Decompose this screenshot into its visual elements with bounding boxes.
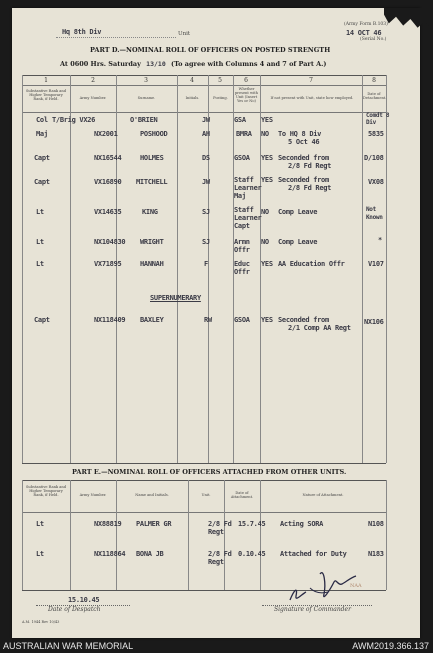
col-num-5: 5 bbox=[218, 77, 222, 84]
detachment-date: VX08 bbox=[368, 178, 384, 186]
surname: O'BRIEN bbox=[130, 116, 158, 124]
col-divider bbox=[70, 75, 71, 463]
attach-date: 15.7.45 bbox=[238, 520, 266, 528]
unit: 2/8 Fd bbox=[208, 520, 232, 528]
posting: Educ bbox=[234, 260, 250, 268]
table-bottom bbox=[22, 463, 386, 464]
army-number: NX104830 bbox=[94, 238, 126, 246]
caption-bar bbox=[0, 640, 433, 653]
col-num-7: 7 bbox=[309, 77, 313, 84]
caption-right: AWM2019.366.137 bbox=[352, 641, 429, 651]
col-num-6: 6 bbox=[244, 77, 248, 84]
detachment-date: D/108 bbox=[364, 154, 384, 162]
present: YES bbox=[261, 316, 273, 324]
employed: Seconded from bbox=[278, 176, 329, 184]
code: N108 bbox=[368, 520, 384, 528]
nature: Attached for Duty bbox=[280, 550, 347, 558]
initials: SJ bbox=[202, 238, 210, 246]
col-divider bbox=[70, 480, 71, 590]
despatch-label: Date of Despatch bbox=[48, 606, 101, 613]
stamp: NAA bbox=[350, 583, 362, 589]
unit-value: Hq 8th Div bbox=[62, 28, 102, 36]
subtitle-pre: At 0600 Hrs. Saturday bbox=[60, 60, 141, 68]
col-divider bbox=[177, 75, 178, 463]
form-ref: (Army Form B.103) bbox=[344, 22, 388, 27]
col-header-employed: If not present with Unit, state how employed. bbox=[270, 96, 354, 100]
initials: JW bbox=[202, 116, 210, 124]
employed: Seconded from bbox=[278, 154, 329, 162]
name: PALMER GR bbox=[136, 520, 172, 528]
posting-line2: Learner bbox=[234, 214, 262, 222]
col-divider bbox=[224, 480, 225, 590]
unit-line2: Regt bbox=[208, 558, 224, 566]
despatch-date: 15.10.45 bbox=[68, 596, 100, 604]
rank: Col bbox=[36, 116, 48, 124]
employed-line2: 2/8 Fd Regt bbox=[288, 184, 332, 192]
col-header-present: Whether present with Unit (Insert Yes or No) bbox=[234, 87, 258, 103]
posting-line2: Learner bbox=[234, 184, 262, 192]
part-e-header-line bbox=[22, 512, 386, 513]
initials: DS bbox=[202, 154, 210, 162]
header-line bbox=[22, 112, 386, 113]
detachment-date: Not Known bbox=[366, 206, 383, 221]
employed: AA Education Offr bbox=[278, 260, 345, 268]
table-top bbox=[22, 75, 386, 76]
employed: To HQ 8 Div bbox=[278, 130, 322, 138]
surname: MITCHELL bbox=[136, 178, 168, 186]
posting-line3: Capt bbox=[234, 222, 250, 230]
subtitle-date: 13/10 bbox=[146, 60, 166, 68]
posting: BMRA bbox=[236, 130, 252, 138]
rank: Maj bbox=[36, 130, 48, 138]
army-number: VX14635 bbox=[94, 208, 122, 216]
rank: Lt bbox=[36, 208, 44, 216]
e-col-header-nature: Nature of Attachment. bbox=[302, 493, 344, 497]
initials: AH bbox=[202, 130, 210, 138]
commander-label: Signature of Commander bbox=[274, 606, 351, 613]
col-divider bbox=[386, 75, 387, 463]
col-divider bbox=[362, 75, 363, 463]
rank: Capt bbox=[34, 178, 50, 186]
unit-line2: Regt bbox=[208, 528, 224, 536]
present: YES bbox=[261, 176, 273, 184]
e-col-header-rank: Substantive Rank and Higher Temporary Rank, if Held. bbox=[25, 485, 67, 497]
posting: GSOA bbox=[234, 154, 250, 162]
present: YES bbox=[261, 260, 273, 268]
part-d-title: PART D.—NOMINAL ROLL OF OFFICERS ON POSTED STRENGTH bbox=[90, 46, 331, 54]
rank: Lt bbox=[36, 238, 44, 246]
col-num-4: 4 bbox=[190, 77, 194, 84]
employed-line2: 5 Oct 46 bbox=[288, 138, 320, 146]
e-col-header-number: Army Number. bbox=[79, 493, 107, 497]
col-num-1: 1 bbox=[44, 77, 48, 84]
initials: JW bbox=[202, 178, 210, 186]
employed: Comp Leave bbox=[278, 238, 318, 246]
rank: Lt bbox=[36, 550, 44, 558]
initials: SJ bbox=[202, 208, 210, 216]
e-col-header-name: Name and Initials. bbox=[135, 493, 169, 497]
initials: RW bbox=[204, 316, 212, 324]
col-divider bbox=[22, 75, 23, 463]
surname: WRIGHT bbox=[140, 238, 164, 246]
col-divider bbox=[386, 480, 387, 590]
posting-line2: Offr bbox=[234, 268, 250, 276]
rank: Capt bbox=[34, 154, 50, 162]
posting: GSA bbox=[234, 116, 246, 124]
torn-corner bbox=[384, 8, 432, 30]
army-number: T/Brig VX26 bbox=[52, 116, 96, 124]
caption-left: AUSTRALIAN WAR MEMORIAL bbox=[3, 641, 134, 651]
surname: HANNAH bbox=[140, 260, 164, 268]
detachment-date: V107 bbox=[368, 260, 384, 268]
col-divider bbox=[260, 480, 261, 590]
present: NO bbox=[261, 208, 269, 216]
posting-line2: Offr bbox=[234, 246, 250, 254]
part-e-top bbox=[22, 480, 386, 481]
detachment-date: 5835 bbox=[368, 130, 384, 138]
army-number: NX2001 bbox=[94, 130, 118, 138]
posting-line3: Maj bbox=[234, 192, 246, 200]
surname: BAXLEY bbox=[140, 316, 164, 324]
rank: Lt bbox=[36, 520, 44, 528]
col-num-3: 3 bbox=[144, 77, 148, 84]
print-ref: A.M. 1944 Rev 10/43 bbox=[22, 620, 60, 624]
present: NO bbox=[261, 130, 269, 138]
col-header-initials: Initials. bbox=[185, 96, 200, 100]
attach-date: 0.10.45 bbox=[238, 550, 266, 558]
army-number: NX118409 bbox=[94, 316, 126, 324]
subtitle-post: (To agree with Columns 4 and 7 of Part A.) bbox=[171, 60, 327, 68]
part-d-subtitle bbox=[60, 60, 327, 68]
army-number: NX88819 bbox=[94, 520, 122, 528]
code: N183 bbox=[368, 550, 384, 558]
supernumerary-heading: SUPERNUMERARY bbox=[150, 294, 201, 302]
posting: Staff bbox=[234, 206, 254, 214]
unit-label: Unit bbox=[178, 31, 191, 37]
e-col-header-date: Date of Attachment. bbox=[230, 491, 254, 499]
present: NO bbox=[261, 238, 269, 246]
initials: F bbox=[204, 260, 208, 268]
employed-line2: 2/8 Fd Regt bbox=[288, 162, 332, 170]
employed: Comp Leave bbox=[278, 208, 318, 216]
detachment-mark: * bbox=[378, 236, 382, 244]
part-e-title: PART E.—NOMINAL ROLL OF OFFICERS ATTACHED FROM OTHER UNITS. bbox=[72, 468, 347, 476]
colnum-line bbox=[22, 85, 386, 86]
col-header-number: Army Number. bbox=[79, 96, 107, 100]
col-header-date: Date of Detachment. bbox=[363, 92, 387, 100]
army-number: NX16544 bbox=[94, 154, 122, 162]
surname: HOLMES bbox=[140, 154, 164, 162]
employed-line2: 2/1 Comp AA Regt bbox=[288, 324, 351, 332]
col-divider bbox=[188, 480, 189, 590]
posting: Staff bbox=[234, 176, 254, 184]
army-number: VX16890 bbox=[94, 178, 122, 186]
document-page bbox=[12, 8, 420, 638]
present: YES bbox=[261, 116, 273, 124]
employed: Seconded from bbox=[278, 316, 329, 324]
rank: Capt bbox=[34, 316, 50, 324]
posting: GSOA bbox=[234, 316, 250, 324]
surname: POSHOOD bbox=[140, 130, 168, 138]
col-divider bbox=[22, 480, 23, 590]
col-num-2: 2 bbox=[91, 77, 95, 84]
header-date: 14 OCT 46 bbox=[346, 29, 382, 37]
e-col-header-unit: Unit. bbox=[201, 493, 211, 497]
unit-underline bbox=[56, 37, 176, 38]
posting: Armn bbox=[234, 238, 250, 246]
unit: 2/8 Fd bbox=[208, 550, 232, 558]
serial-label: (Serial No.) bbox=[360, 37, 387, 42]
present: YES bbox=[261, 154, 273, 162]
army-number: VX71895 bbox=[94, 260, 122, 268]
army-number: NX118864 bbox=[94, 550, 126, 558]
col-header-surname: Surname. bbox=[137, 96, 156, 100]
surname: KING bbox=[142, 208, 158, 216]
detachment-date: Comdt 8 Div bbox=[366, 112, 390, 126]
col-header-rank: Substantive Rank and Higher Temporary Rank, if Held. bbox=[25, 89, 67, 101]
name: BONA JB bbox=[136, 550, 164, 558]
nature: Acting SORA bbox=[280, 520, 324, 528]
detachment-date: NX106 bbox=[364, 318, 384, 326]
rank: Lt bbox=[36, 260, 44, 268]
col-num-8: 8 bbox=[372, 77, 376, 84]
col-header-posting: Posting. bbox=[213, 96, 228, 100]
col-divider bbox=[116, 480, 117, 590]
